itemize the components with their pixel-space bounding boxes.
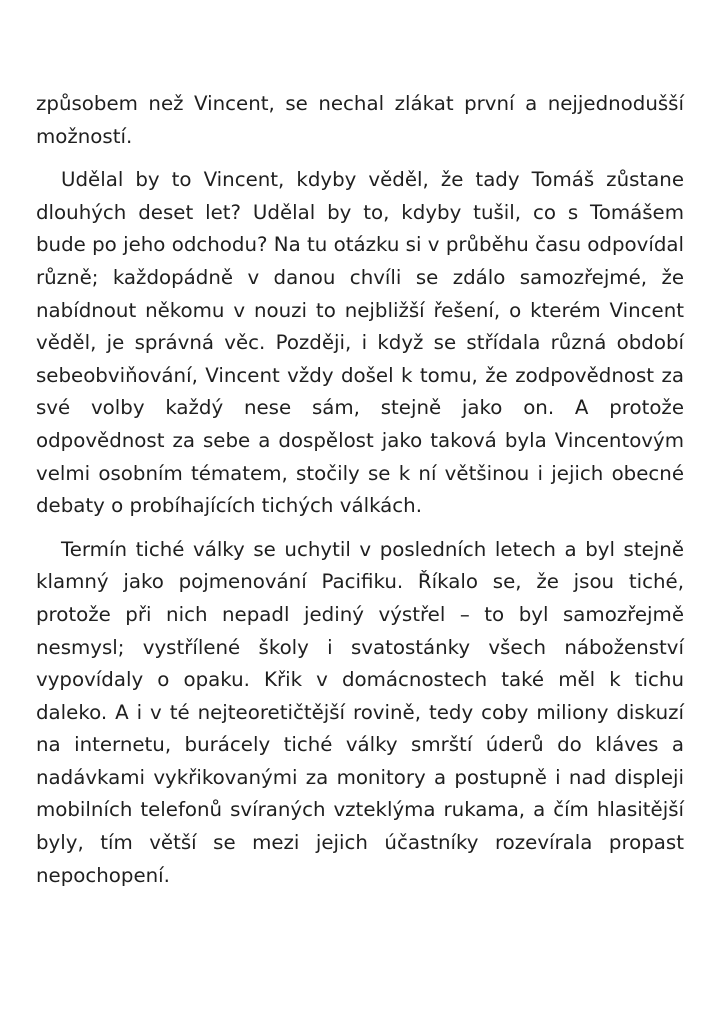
book-page — [36, 88, 684, 903]
paragraph-continuation: způsobem než Vincent, se nechal zlákat první a nejjednodušší možností. — [36, 92, 684, 148]
paragraph-vincent-question: Udělal by to Vincent, kdyby věděl, že tady Tomáš zůstane dlouhých deset let? Udělal by to, kdyby tušil, co s Tomášem bude po jeho odchodu? Na tu otázku si v průběhu času odpovídal různě; každopádně v danou chvíli se zdálo samozřejmé, že nabídnout někomu v nouzi to nejbližší řešení, o kterém Vincent věděl, je správná věc. Později, i když se střídala různá období sebeobviňování, Vincent vždy došel k tomu, že zodpovědnost za své volby každý nese sám, stejně jako on. A protože odpovědnost za sebe a dospělost jako taková byla Vincentovým velmi osobním tématem, stočily se k ní většinou i jejich obecné debaty o probíhajících tichých válkách. — [36, 168, 684, 518]
paragraph-silent-wars: Termín tiché války se uchytil v posledních letech a byl stejně klamný jako pojmenování Pacifiku. Říkalo se, že jsou tiché, protože při nich nepadl jediný výstřel – to byl samozřejmě nesmysl; vystřílené školy i svatostánky všech náboženství vypovídaly o opaku. Křik v domácnostech také měl k tichu daleko. A i v té nejteoretičtější rovině, tedy coby miliony diskuzí na internetu, burácely tiché války smrští úderů do kláves a nadávkami vykřikovanými za monitory a postupně i nad displeji mobilních telefonů svíraných vzteklýma rukama, a čím hlasitější byly, tím větší se mezi jejich účastníky rozevírala propast nepochopení. — [36, 537, 684, 887]
